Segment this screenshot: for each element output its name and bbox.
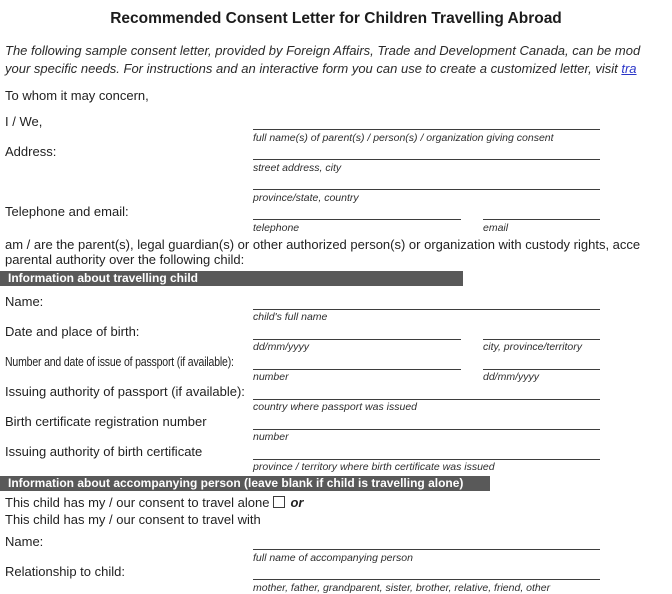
birth-place-field[interactable] <box>483 325 600 354</box>
form-row-passport-number-date <box>5 355 600 384</box>
blank-line[interactable] <box>253 205 461 220</box>
accompanying-name-field[interactable] <box>253 535 600 564</box>
birth-certificate-number-field[interactable] <box>253 415 600 444</box>
blank-line[interactable] <box>253 535 600 550</box>
blank-line[interactable] <box>253 115 600 130</box>
email-field[interactable] <box>483 205 600 234</box>
blank-line[interactable] <box>253 565 600 580</box>
field-label: Birth certificate registration number <box>5 413 207 429</box>
field-area <box>253 115 600 144</box>
travel-gc-link[interactable]: tra <box>621 60 637 76</box>
field-caption: full name of accompanying person <box>253 551 413 564</box>
blank-line[interactable] <box>253 145 600 160</box>
field-caption: telephone <box>253 221 300 234</box>
field-caption: country where passport was issued <box>253 401 417 413</box>
custody-statement-line-2: parental authority over the following child: <box>5 252 245 267</box>
passport-number-field[interactable] <box>253 355 461 384</box>
field-caption: mother, father, grandparent, sister, brother, relative, friend, other <box>253 581 551 594</box>
intro-line-1: The following sample consent letter, provided by Foreign Affairs, Trade and Development Canada, can be mod <box>5 43 641 58</box>
field-label: I / We, <box>5 114 43 129</box>
page-title: Recommended Consent Letter for Children Travelling Abroad <box>110 10 562 27</box>
or-text: or <box>290 495 304 510</box>
field-label <box>5 355 253 384</box>
blank-line[interactable] <box>483 325 600 340</box>
field-area <box>253 385 600 414</box>
blank-line[interactable] <box>253 415 600 430</box>
consent-travel-alone-text: This child has my / our consent to travel alone <box>5 495 270 510</box>
field-caption: number <box>253 431 289 443</box>
field-label: Issuing authority of birth certificate <box>5 443 203 459</box>
consenting-names-field[interactable] <box>253 115 600 144</box>
birth-date-field[interactable] <box>253 325 461 354</box>
field-area <box>253 325 600 354</box>
field-caption: full name(s) of parent(s) / person(s) / organization giving consent <box>253 131 554 144</box>
field-area <box>253 565 600 594</box>
field-area <box>253 355 600 384</box>
field-caption: city, province/territory <box>483 341 582 353</box>
field-area <box>253 205 600 234</box>
blank-line[interactable] <box>253 355 461 370</box>
condensed-label-text: Number and date of issue of passport (if available): <box>5 354 234 369</box>
birth-certificate-authority-field[interactable] <box>253 445 600 474</box>
blank-line[interactable] <box>483 355 600 370</box>
form-row-province-country <box>5 175 600 204</box>
section-header-accompanying-person: Information about accompanying person (leave blank if child is travelling alone) <box>0 476 490 491</box>
accompanying-person-rows <box>5 535 600 594</box>
form-row-relationship <box>5 565 600 594</box>
relationship-field[interactable] <box>253 565 600 594</box>
custody-statement-line-1: am / are the parent(s), legal guardian(s) or other authorized person(s) or organization with custody rights, acce <box>5 236 641 252</box>
field-caption: number <box>253 371 289 383</box>
form-row-passport-authority <box>5 385 600 414</box>
intro-paragraph <box>5 42 641 77</box>
field-area <box>253 535 600 564</box>
consent-travel-alone-line <box>5 495 600 512</box>
field-caption: province/state, country <box>253 191 359 204</box>
field-area <box>253 445 600 474</box>
field-caption: child's full name <box>253 311 328 323</box>
field-label: Name: <box>5 293 44 309</box>
passport-authority-field[interactable] <box>253 385 600 414</box>
province-country-field[interactable] <box>253 175 600 204</box>
form-row-birth-certificate-number <box>5 415 600 444</box>
field-label <box>5 175 253 204</box>
form-row-address <box>5 145 600 174</box>
field-label: Date and place of birth: <box>5 323 140 339</box>
form-row-birth-date-place <box>5 325 600 354</box>
blank-line[interactable] <box>253 295 600 310</box>
form-row-telephone-email <box>5 205 600 234</box>
field-caption: dd/mm/yyyy <box>483 371 540 383</box>
field-area <box>253 145 600 174</box>
field-area <box>253 175 600 204</box>
salutation: To whom it may concern, <box>5 88 149 103</box>
blank-line[interactable] <box>483 205 600 220</box>
blank-line[interactable] <box>253 325 461 340</box>
passport-issue-date-field[interactable] <box>483 355 600 384</box>
custody-statement <box>5 236 641 268</box>
field-label: Issuing authority of passport (if available): <box>5 383 245 399</box>
street-address-field[interactable] <box>253 145 600 174</box>
intro-line-2 <box>5 60 637 78</box>
field-area <box>253 295 600 324</box>
child-name-field[interactable] <box>253 295 600 324</box>
field-label: Relationship to child: <box>5 564 125 579</box>
form-row-birth-certificate-authority <box>5 445 600 474</box>
blank-line[interactable] <box>253 445 600 460</box>
field-label: Telephone and email: <box>5 204 129 219</box>
blank-line[interactable] <box>253 175 600 190</box>
field-label: Name: <box>5 534 44 549</box>
field-label: Address: <box>5 144 57 159</box>
telephone-field[interactable] <box>253 205 461 234</box>
field-area <box>253 415 600 444</box>
intro-line-2-text: your specific needs. For instructions and an interactive form you can use to create a customized letter, visit <box>5 60 622 76</box>
field-caption: email <box>483 221 509 234</box>
field-caption: dd/mm/yyyy <box>253 341 310 353</box>
form-row-accompanying-name <box>5 535 600 564</box>
field-caption: street address, city <box>253 161 342 174</box>
section-header-travelling-child: Information about travelling child <box>0 271 463 286</box>
applicant-rows <box>5 115 600 234</box>
blank-line[interactable] <box>253 385 600 400</box>
child-rows <box>5 295 600 474</box>
field-caption: province / territory where birth certificate was issued <box>253 461 495 473</box>
consent-options <box>5 495 600 528</box>
travel-alone-checkbox[interactable] <box>273 496 285 508</box>
form-row-names <box>5 115 600 144</box>
consent-travel-with-line: This child has my / our consent to travel with <box>5 511 261 527</box>
form-row-child-name <box>5 295 600 324</box>
